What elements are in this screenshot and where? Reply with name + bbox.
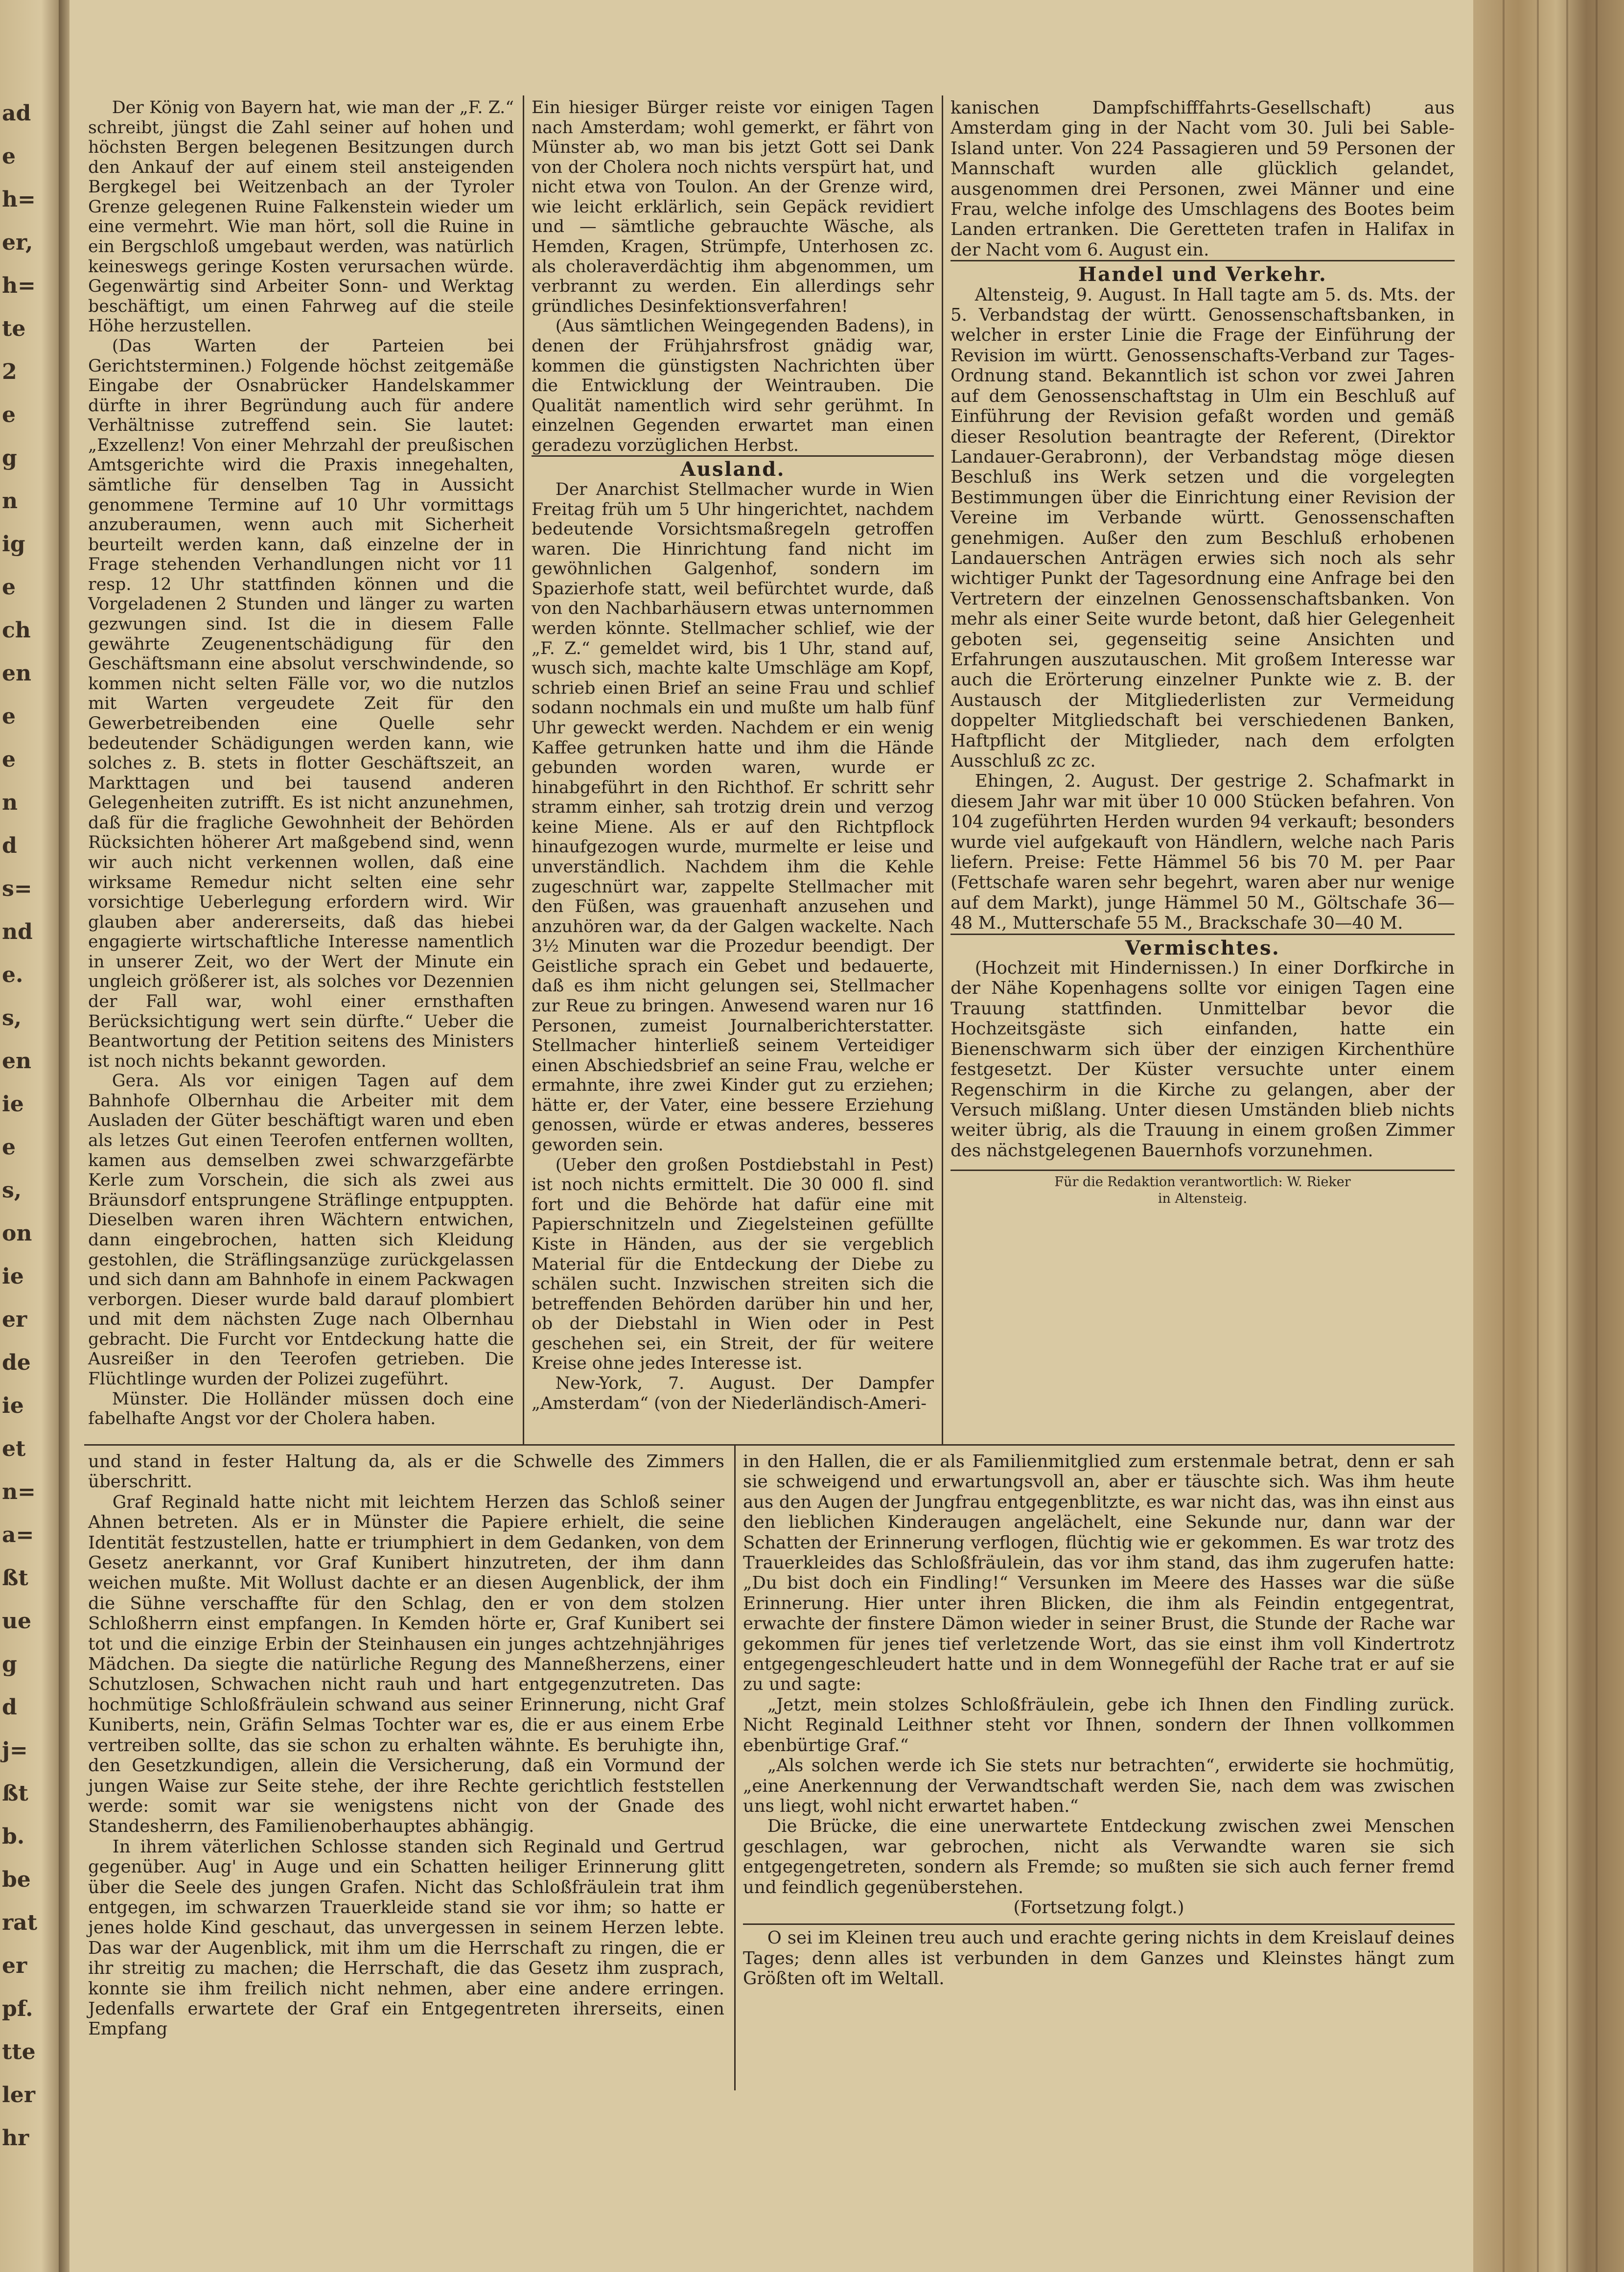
section-title-handel: Handel und Verkehr.	[1078, 263, 1327, 286]
section-title-vermischtes: Vermischtes.	[1125, 936, 1280, 960]
motto-rule	[743, 1923, 1455, 1925]
previous-page-fragment: rat	[2, 1910, 38, 1935]
previous-page-fragment: d	[2, 833, 17, 858]
previous-page-fragment: g	[2, 1652, 17, 1677]
novel-paragraph: in den Hallen, die er als Familienmitglied zum erstenmale betrat, denn er sah sie schweigend und erwartungsvoll an, aber er täuschte sich. Was ihm heute aus den Augen der Jungfrau entgegenblitzte, es war nicht das, was ihn einst aus den lieblichen Kinderaugen angelächelt, eine Sekunde nur, dann war der Schatten der Erinnerung verflogen, flüchtig wie er gekommen. Es war trotz des Trauerkleides das Schloßfräulein, das vor ihm stand, das ihm zugerufen hatte: „Du bist doch ein Findling!“ Versunken im Meere des Hasses war die süße Erinnerung. Hier unter ihren Blicken, die ihm als Feindin entgegentrat, erwachte der finstere Dämon wieder in seiner Brust, die Stunde der Rache war gekommen für jenes tief verletzende Wort, das sie einst ihm voll Kindertrotz entgegengeschleudert hatte und in dem Wonnegefühl der Rache trat er auf sie zu und sagte:	[743, 1452, 1455, 1695]
article-paragraph: (Hochzeit mit Hindernissen.) In einer Dorfkirche in der Nähe Kopenhagens sollte vor einigen Tagen eine Trauung stattfinden. Unmittelbar bevor die Hochzeitsgäste sich einfanden, hatte ein Bienenschwarm sich über der einzigen Kirchenthüre festgesetzt. Der Küster versuchte unter einem Regenschirm in die Kirche zu gelangen, aber der Versuch mißlang. Unter diesen Umständen blieb nichts weiter übrig, als die Trauung in einem großen Zimmer des nächstgelegenen Bauernhofs vorzunehmen.	[951, 958, 1455, 1161]
previous-page-fragment: hr	[2, 2126, 29, 2151]
article-paragraph: Altensteig, 9. August. In Hall tagte am 5. ds. Mts. der 5. Verbandstag der württ. Genossenschaftsbanken, in welcher in erster Linie die Frage der Einführung der Revision im württ. Genossenschafts-Verband zur Tages-Ordnung stand. Bekanntlich ist schon vor zwei Jahren auf dem Genossenschaftstag in Ulm ein Beschluß auf Einführung der Revision gefaßt worden und gemäß dieser Resolution beantragte der Referent, (Direktor Landauer-Gerabronn), der Verbandstag möge diesen Beschluß ins Werk setzen und die vorgelegten Bestimmungen über die Einrichtung einer Revision der Vereine im Verbande württ. Genossenschaften genehmigen. Außer den zum Beschluß erhobenen Landauerschen Anträgen erwies sich noch als sehr wichtiger Punkt der Tagesordnung eine Anfrage bei den Vertretern der einzelnen Genossenschaftsbanken. Von mehr als einer Seite wurde betont, daß hier Gelegenheit geboten sei, gegenseitig seine Ansichten und Erfahrungen auszutauschen. Mit großem Interesse war auch die Erörterung einzelner Punkte wie z. B. der Austausch der Mitgliederlisten zur Vermeidung doppelter Mitgliedschaft bei verschiedenen Banken, Haftpflicht der Mitglieder, nach dem erfolgten Ausschluß zc zc.	[951, 284, 1455, 771]
previous-page-fragment: ie	[2, 1264, 24, 1289]
previous-page-fragment: er	[2, 1953, 27, 1978]
previous-page-fragment: e	[2, 704, 16, 729]
feuilleton-column-rule	[734, 1444, 736, 2090]
previous-page-fragment: b.	[2, 1824, 25, 1849]
previous-page-fragment: e	[2, 575, 16, 600]
section-title-ausland: Ausland.	[680, 458, 785, 481]
column-rule-1	[523, 95, 524, 1444]
imprint-line: in Altensteig.	[1158, 1191, 1248, 1207]
previous-page-fragment: pf.	[2, 1996, 33, 2021]
section-rule	[951, 934, 1455, 935]
previous-page-fragment: te	[2, 316, 26, 341]
article-paragraph: New-York, 7. August. Der Dampfer „Amsterdam“ (von der Niederländisch-Ameri-	[532, 1374, 934, 1413]
previous-page-fragment: ig	[2, 532, 25, 557]
previous-page-fragment: ßt	[2, 1566, 28, 1591]
previous-page-fragment: a=	[2, 1522, 34, 1547]
previous-page-fragment: j=	[2, 1738, 28, 1763]
previous-page-fragment: h=	[2, 187, 36, 212]
previous-page-fragment: nd	[2, 919, 33, 944]
feuilleton-left-column	[88, 1452, 724, 2039]
imprint-rule	[951, 1170, 1455, 1171]
previous-page-fragment: ad	[2, 101, 31, 126]
previous-page-fragment: d	[2, 1695, 17, 1720]
previous-page-fragment: h=	[2, 273, 36, 298]
previous-page-fragment: ler	[2, 2083, 35, 2108]
previous-page-fragment: ue	[2, 1609, 31, 1634]
column-3	[951, 98, 1455, 1207]
article-paragraph: Ehingen, 2. August. Der gestrige 2. Schafmarkt in diesem Jahr war mit über 10 000 Stücken befahren. Von 104 zugeführten Herden wurden 94 verkauft; besonders wurde viel aufgekauft von Händlern, welche nach Paris liefern. Preise: Fette Hämmel 56 bis 70 M. per Paar (Fettschafe waren sehr begehrt, waren aber nur wenige auf dem Markt), junge Hämmel 50 M., Göltschafe 36—48 M., Mutterschafe 55 M., Brackschafe 30—40 M.	[951, 771, 1455, 934]
previous-page-fragment: en	[2, 661, 31, 686]
novel-paragraph: Die Brücke, die eine unerwartete Entdeckung zwischen zwei Menschen geschlagen, war gebrochen, nicht als Verwandte waren sie sich entgegengetreten, sondern als Fremde; so mußten sie sich auch ferner fremd und feindlich gegenüberstehen.	[743, 1816, 1455, 1897]
previous-page-fragment: e.	[2, 962, 23, 987]
previous-page-fragment: et	[2, 1436, 26, 1461]
column-1	[88, 98, 514, 1429]
previous-page-fragment: ie	[2, 1393, 24, 1418]
previous-page-fragment: en	[2, 1049, 31, 1074]
previous-page-fragment: be	[2, 1867, 31, 1892]
article-paragraph: kanischen Dampfschifffahrts-Gesellschaft) aus Amsterdam ging in der Nacht vom 30. Juli bei Sable-Island unter. Von 224 Passagieren und 59 Personen der Mannschaft wurden alle glücklich gelandet, ausgenommen drei Personen, zwei Männer und eine Frau, welche infolge des Umschlagens des Bootes beim Landen ertranken. Die Geretteten trafen in Halifax in der Nacht vom 6. August ein.	[951, 98, 1455, 260]
article-paragraph: Münster. Die Holländer müssen doch eine fabelhafte Angst vor der Cholera haben.	[88, 1389, 514, 1429]
previous-page-fragment: de	[2, 1350, 31, 1375]
article-paragraph: (Das Warten der Parteien bei Gerichtsterminen.) Folgende höchst zeitgemäße Eingabe der Osnabrücker Handelskammer dürfte in ihrer Begründung auch für andere Verhältnisse zutreffend sein. Sie lautet: „Exzellenz! Von einer Mehrzahl der preußischen Amtsgerichte wird die Praxis innegehalten, sämtliche für denselben Tag in Aussicht genommene Termine auf 10 Uhr vormittags anzuberaumen, wenn auch mit Sicherheit beurteilt werden kann, daß einzelne der in Frage stehenden Verhandlungen nicht vor 11 resp. 12 Uhr stattfinden können und die Vorgeladenen 2 Stunden und länger zu warten gezwungen sind. Ist die in diesem Falle gewährte Zeugenentschädigung für den Geschäftsmann eine absolut verschwindende, so kommen nicht selten Fälle vor, wo die nutzlos mit Warten vergeudete Zeit für den Gewerbetreibenden eine Quelle sehr bedeutender Schädigungen werden kann, wie solches z. B. stets in flotter Geschäftszeit, an Markttagen und bei tausend anderen Gelegenheiten zutrifft. Es ist nicht anzunehmen, daß für die fragliche Gewohnheit der Behörden Rücksichten höherer Art maßgebend sind, wenn wir auch nicht verkennen wollen, daß eine wirksame Remedur nicht selten eine sehr vorsichtige Ueberlegung erfordern wird. Wir glauben aber andererseits, daß das hiebei engagierte wirtschaftliche Interesse namentlich in unserer Zeit, wo der Wert der Minute ein ungleich größerer ist, als solches vor Dezennien der Fall war, wohl einer ernsthaften Berücksichtigung wert sein dürfte.“ Ueber die Beantwortung der Petition seitens des Ministers ist noch nichts bekannt geworden.	[88, 336, 514, 1071]
previous-page-fragment: s,	[2, 1178, 22, 1203]
column-2	[532, 98, 934, 1413]
novel-paragraph: „Als solchen werde ich Sie stets nur betrachten“, erwiderte sie hochmütig, „eine Anerkennung der Verwandtschaft werden Sie, nach dem was zwischen uns liegt, wohl nicht erwartet haben.“	[743, 1756, 1455, 1816]
previous-page-fragment: ie	[2, 1092, 24, 1117]
page-stack-edge	[1473, 0, 1624, 2272]
novel-paragraph: und stand in fester Haltung da, als er die Schwelle des Zimmers überschritt.	[88, 1452, 724, 1492]
previous-page-fragment: e	[2, 747, 16, 772]
previous-page-fragment: er,	[2, 230, 33, 255]
article-paragraph: Ein hiesiger Bürger reiste vor einigen Tagen nach Amsterdam; wohl gemerkt, er fährt von Münster ab, wo man bis jetzt Gott sei Dank von der Cholera noch nichts verspürt hat, und nicht etwa von Toulon. An der Grenze wird, wie leicht erklärlich, sein Gepäck revidiert und — sämtliche gebrauchte Wäsche, als Hemden, Kragen, Strümpfe, Unterhosen zc. als choleraverdächtig ihm abgenommen, um verbrannt zu werden. Ein allerdings sehr gründliches Desinfektionsverfahren!	[532, 98, 934, 316]
previous-page-fragment: n=	[2, 1479, 36, 1504]
previous-page-fragment: ßt	[2, 1781, 28, 1806]
motto: O sei im Kleinen treu auch und erachte gering nichts in dem Kreislauf deines Tages; denn alles ist verbunden in dem Ganzes und Kleinstes hängt zum Größten oft im Weltall.	[743, 1928, 1455, 1989]
previous-page-fragment: s,	[2, 1006, 22, 1031]
previous-page-fragment: ch	[2, 618, 31, 643]
novel-paragraph: In ihrem väterlichen Schlosse standen sich Reginald und Gertrud gegenüber. Aug' in Auge und ein Schatten heiliger Erinnerung glitt über die Seele des jungen Grafen. Nicht das Schloßfräulein trat ihm entgegen, im schwarzen Trauerkleide stand sie vor ihm; so hatte er jenes holde Kind geschaut, das unvergessen in seinem Herzen lebte. Das war der Augenblick, mit ihm um die Herrschaft zu ringen, die er ihr streitig zu machen; die Herrschaft, die das Gesetz ihm zusprach, konnte sie ihm freilich nicht nehmen, aber eine andere erringen. Jedenfalls erwartete der Graf ein Entgegentreten ihrerseits, einen Empfang	[88, 1836, 724, 2039]
previous-page-fragment: e	[2, 144, 16, 169]
imprint-line: Für die Redaktion verantwortlich: W. Rieker	[1054, 1174, 1351, 1190]
previous-page-fragment: g	[2, 445, 17, 470]
previous-page-fragment: on	[2, 1221, 32, 1246]
article-paragraph: Der Anarchist Stellmacher wurde in Wien Freitag früh um 5 Uhr hingerichtet, nachdem bedeutende Vorsichtsmaßregeln getroffen waren. Die Hinrichtung fand nicht im gewöhnlichen Galgenhof, sondern im Spazierhofe statt, weil befürchtet wurde, daß von den Nachbarhäusern etwas unternommen werden könnte. Stellmacher schlief, wie der „F. Z.“ gemeldet wird, bis 1 Uhr, stand auf, wusch sich, machte kalte Umschläge am Kopf, schrieb einen Brief an seine Frau und schlief sodann nochmals ein und mußte um halb fünf Uhr geweckt werden. Nachdem er ein wenig Kaffee getrunken hatte und ihm die Hände gebunden worden waren, wurde er hinabgeführt in den Richthof. Er schritt sehr stramm einher, sah trotzig drein und verzog keine Miene. Als er auf den Richtpflock hinaufgezogen wurde, murmelte er leise und unverständlich. Nachdem ihm die Kehle zugeschnürt war, zappelte Stellmacher mit den Füßen, was grauenhaft anzusehen und anzuhören war, da der Galgen wackelte. Nach 3½ Minuten war die Prozedur beendigt. Der Geistliche sprach ein Gebet und bedauerte, daß es ihm nicht gelungen sei, Stellmacher zur Reue zu bringen. Anwesend waren nur 16 Personen, zumeist Journalberichterstatter. Stellmacher hinterließ seinem Verteidiger einen Abschiedsbrief an seine Frau, welche er ermahnte, ihre zwei Kinder gut zu erziehen; hätte er, der Vater, eine bessere Erziehung genossen, würde er etwas anderes, besseres geworden sein.	[532, 479, 934, 1155]
column-rule-2	[942, 95, 943, 1444]
previous-page-edge	[0, 0, 59, 2272]
article-paragraph: Gera. Als vor einigen Tagen auf dem Bahnhofe Olbernhau die Arbeiter mit dem Ausladen der Güter beschäftigt waren und eben als letzes Gut einen Teerofen entfernen wollten, kamen aus demselben zwei schwarzgefärbte Kerle zum Vorschein, die sich als zwei aus Bräunsdorf entsprungene Sträflinge entpuppten. Dieselben waren ihren Wächtern entwichen, dann eingebrochen, hatten sich Kleidung gestohlen, die Sträflingsanzüge zurückgelassen und sich dann am Bahnhofe in einem Packwagen verborgen. Dieser wurde bald darauf plombiert und mit dem nächsten Zuge nach Olbernhau gebracht. Die Furcht vor Entdeckung hatte die Ausreißer in den Teerofen getrieben. Die Flüchtlinge wurden der Polizei zugeführt.	[88, 1071, 514, 1389]
section-rule	[532, 455, 934, 457]
continuation-note: (Fortsetzung folgt.)	[1013, 1897, 1184, 1918]
previous-page-fragment: er	[2, 1307, 27, 1332]
article-paragraph: (Ueber den großen Postdiebstahl in Pest) ist noch nichts ermittelt. Die 30 000 fl. sind fort und die Behörde hat dafür eine mit Papierschnitzeln und Ziegelsteinen gefüllte Kiste in Händen, aus der sie vergeblich Material für die Entdeckung der Diebe zu schälen sucht. Inzwischen streiten sich die betreffenden Behörden darüber hin und her, ob der Diebstahl in Wien oder in Pest geschehen sei, ein Streit, der für weitere Kreise ohne jedes Interesse ist.	[532, 1155, 934, 1374]
previous-page-fragment: n	[2, 790, 18, 815]
section-rule	[951, 260, 1455, 261]
novel-paragraph: „Jetzt, mein stolzes Schloßfräulein, gebe ich Ihnen den Findling zurück. Nicht Reginald Leithner steht vor Ihnen, sondern der Ihnen vollkommen ebenbürtige Graf.“	[743, 1694, 1455, 1756]
book-gutter	[59, 0, 70, 2272]
previous-page-fragment: 2	[2, 359, 17, 384]
article-paragraph: (Aus sämtlichen Weingegenden Badens), in denen der Frühjahrsfrost gnädig war, kommen die günstigsten Nachrichten über die Entwicklung der Weintrauben. Die Qualität namentlich wird sehr gerühmt. In einzelnen Gegenden erwartet man einen geradezu vorzüglichen Herbst.	[532, 316, 934, 455]
previous-page-fragment: n	[2, 489, 18, 514]
feuilleton-rule	[84, 1444, 1455, 1446]
previous-page-fragment: e	[2, 1135, 16, 1160]
previous-page-fragment: tte	[2, 2039, 36, 2064]
previous-page-fragment: e	[2, 402, 16, 427]
novel-paragraph: Graf Reginald hatte nicht mit leichtem Herzen das Schloß seiner Ahnen betreten. Als er in Münster die Papiere erhielt, die seine Identität festzustellen, hatte er triumphiert in dem Gedanken, von dem Gesetz anerkannt, vor Graf Kunibert hinzutreten, der ihm dann weichen mußte. Mit Wollust dachte er an diesen Augenblick, der ihm die Sühne verschaffte für den Schlag, den er von dem stolzen Schloßherrn einst empfangen. In Kemden hörte er, Graf Kunibert sei tot und die einzige Erbin der Steinhausen ein junges achtzehnjähriges Mädchen. Da siegte die natürliche Regung des Manneßherzens, einer Schutzlosen, Schwachen nicht rauh und hart entgegenzutreten. Das hochmütige Schloßfräulein schwand aus seiner Erinnerung, nicht Graf Kuniberts, nein, Gräfin Selmas Tochter war es, die er aus einem Erbe vertreiben sollte, das sie schon zu erhalten wähnte. Es beruhigte ihn, den Gesetzkundigen, allein die Versicherung, daß ein Vormund der jungen Waise zur Seite stehe, der ihre Rechte gerichtlich feststellen werde: somit war sie wenigstens nicht von der Gnade des Standesherrn, des Familienoberhauptes abhängig.	[88, 1492, 724, 1837]
previous-page-fragment: s=	[2, 876, 32, 901]
article-paragraph: Der König von Bayern hat, wie man der „F. Z.“ schreibt, jüngst die Zahl seiner auf hohen und höchsten Bergen belegenen Besitzungen durch den Ankauf der auf einem steil ansteigenden Bergkegel bei Weitzenbach an der Tyroler Grenze gelegenen Ruine Falkenstein wieder um eine vermehrt. Wie man hört, soll die Ruine in ein Bergschloß umgebaut werden, was natürlich keineswegs geringe Kosten verursachen würde. Gegenwärtig sind Arbeiter Sonn- und Werktag beschäftigt, um einen Fahrweg auf die steile Höhe herzustellen.	[88, 98, 514, 336]
feuilleton-right-column	[743, 1452, 1455, 1989]
